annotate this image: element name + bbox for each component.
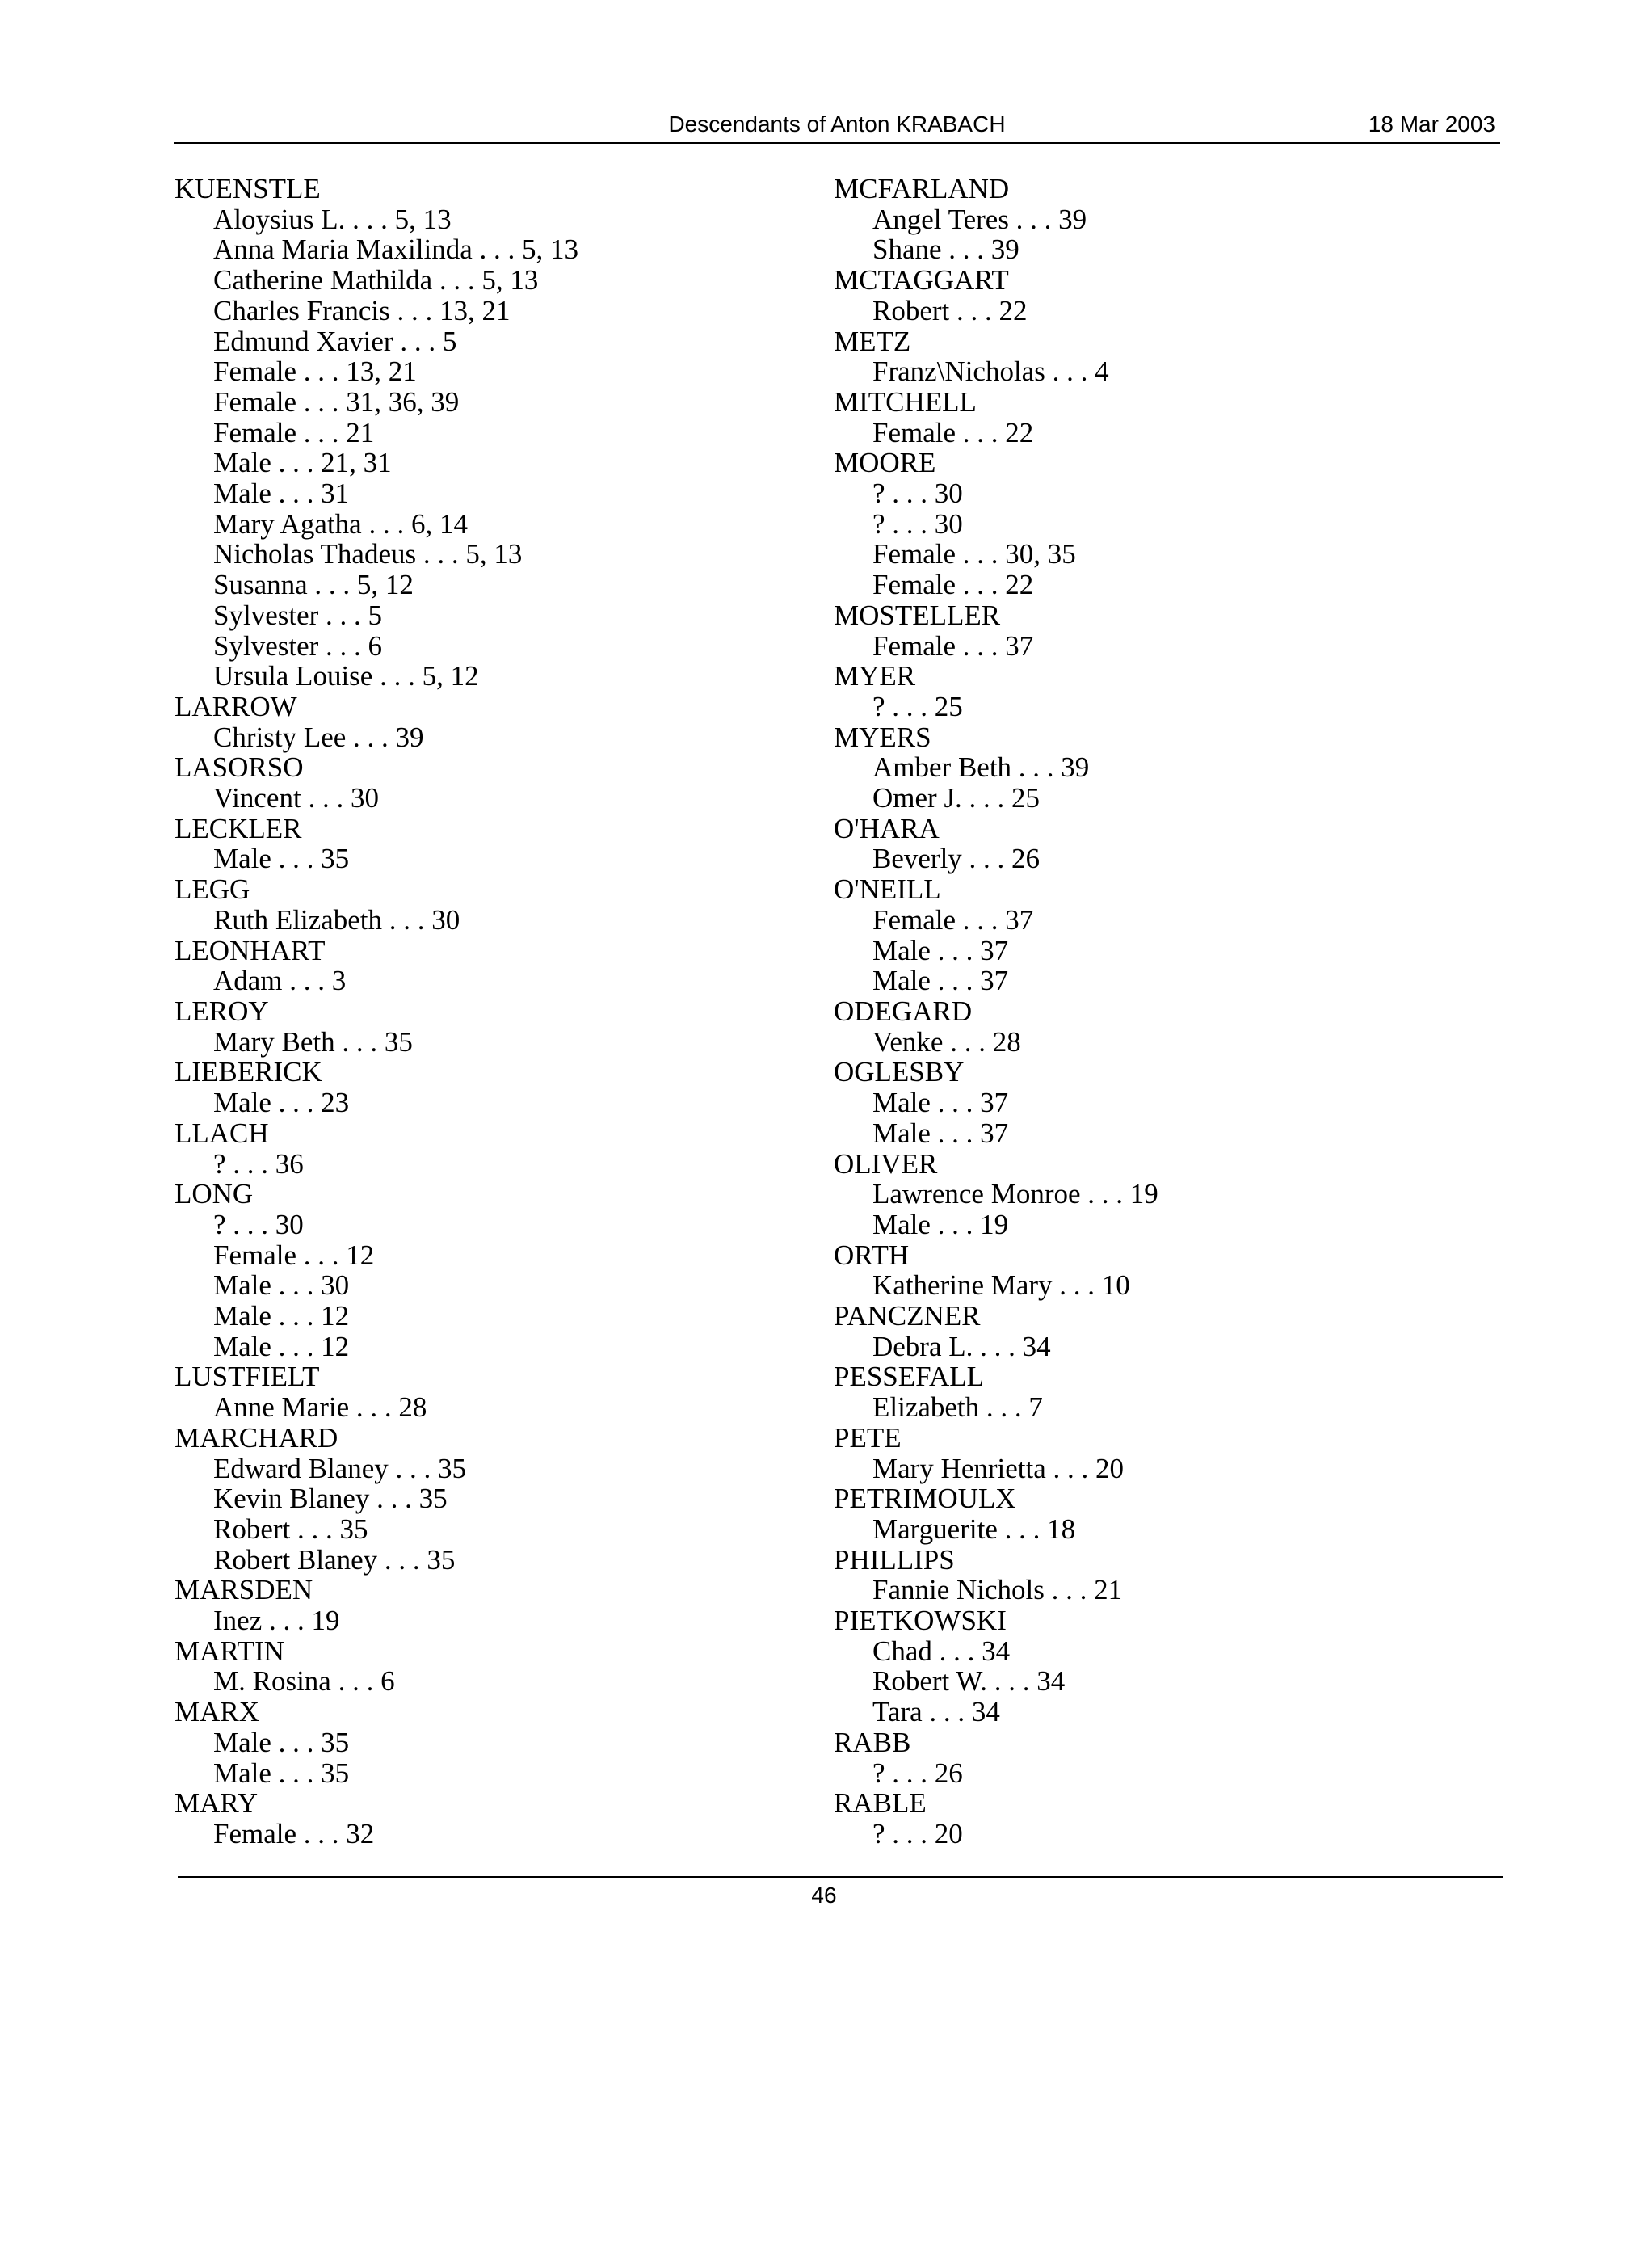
index-entry: Mary Agatha . . . 6, 14 [213,507,468,540]
index-entry: Male . . . 35 [213,1726,350,1758]
index-surname: METZ [834,325,911,357]
index-surname: MYER [834,660,916,692]
index-entry: Male . . . 37 [872,1087,1009,1119]
index-entry: ? . . . 30 [213,1208,304,1240]
index-entry: Female . . . 30, 35 [872,538,1076,570]
index-surname: PETE [834,1421,902,1454]
index-entry: Marguerite . . . 18 [872,1513,1076,1545]
index-entry: Male . . . 19 [872,1208,1009,1240]
index-entry: Tara . . . 34 [872,1696,1000,1728]
index-entry: ? . . . 36 [213,1147,304,1180]
index-surname: LECKLER [174,812,302,844]
index-entry: Kevin Blaney . . . 35 [213,1483,448,1515]
index-entry: Catherine Mathilda . . . 5, 13 [213,264,539,297]
index-surname: PETRIMOULX [834,1483,1016,1515]
index-entry: Ursula Louise . . . 5, 12 [213,660,479,692]
index-entry: Ruth Elizabeth . . . 30 [213,903,460,936]
index-entry: Mary Henrietta . . . 20 [872,1452,1125,1484]
index-surname: ORTH [834,1239,910,1271]
index-entry: Male . . . 21, 31 [213,447,392,479]
index-entry: Anna Maria Maxilinda . . . 5, 13 [213,234,578,266]
index-entry: Female . . . 12 [213,1239,375,1271]
index-surname: KUENSTLE [174,173,321,204]
index-entry: Female . . . 32 [213,1817,375,1849]
index-entry: ? . . . 25 [872,690,963,722]
index-entry: Robert . . . 35 [213,1513,368,1545]
index-surname: LARROW [174,690,297,722]
index-surname: O'NEILL [834,873,941,906]
index-entry: Robert W. . . . 34 [872,1665,1066,1698]
index-entry: Lawrence Monroe . . . 19 [872,1178,1158,1210]
index-entry: Male . . . 37 [872,1117,1009,1149]
index-entry: ? . . . 26 [872,1757,963,1789]
index-entry: Female . . . 22 [872,416,1034,448]
document-date: 18 Mar 2003 [1368,112,1495,137]
index-surname: LUSTFIELT [174,1361,320,1393]
index-entry: Katherine Mary . . . 10 [872,1269,1130,1302]
index-column-left [174,174,788,1849]
index-entry: Susanna . . . 5, 12 [213,569,414,601]
index-surname: MCTAGGART [834,264,1009,297]
index-surname: MCFARLAND [834,173,1010,204]
index-entry: Male . . . 35 [213,843,350,875]
index-surname: MARSDEN [174,1574,313,1606]
index-entry: Anne Marie . . . 28 [213,1391,427,1424]
index-entry: Male . . . 12 [213,1330,350,1362]
index-surname: PHILLIPS [834,1543,955,1576]
index-entry: Female . . . 31, 36, 39 [213,385,460,418]
index-entry: Beverly . . . 26 [872,843,1041,875]
index-entry: Sylvester . . . 6 [213,629,383,662]
index-entry: M. Rosina . . . 6 [213,1665,395,1698]
index-entry: Vincent . . . 30 [213,782,379,814]
index-surname: MYERS [834,721,931,753]
footer-rule [178,1876,1503,1878]
index-entry: Aloysius L. . . . 5, 13 [213,203,452,235]
index-entry: Fannie Nichols . . . 21 [872,1574,1123,1606]
index-entry: Female . . . 21 [213,416,375,448]
index-surname: PIETKOWSKI [834,1605,1007,1637]
index-entry: Robert . . . 22 [872,294,1028,326]
index-surname: LIEBERICK [174,1056,322,1088]
index-surname: MOORE [834,447,936,479]
index-surname: LLACH [174,1117,269,1149]
index-entry: Nicholas Thadeus . . . 5, 13 [213,538,523,570]
index-surname: ODEGARD [834,995,973,1027]
page-header [174,108,1500,144]
document-title: Descendants of Anton KRABACH [668,112,1006,137]
index-entry: Adam . . . 3 [213,965,347,997]
index-entry: Edmund Xavier . . . 5 [213,325,457,357]
index-entry: Omer J. . . . 25 [872,782,1041,814]
index-surname: LEONHART [174,934,326,966]
index-surname: MARCHARD [174,1421,338,1454]
index-column-right [834,174,1480,1849]
index-entry: Franz\Nicholas . . . 4 [872,356,1109,388]
index-entry: Debra L. . . . 34 [872,1330,1051,1362]
index-entry: Venke . . . 28 [872,1025,1021,1058]
index-entry: Male . . . 12 [213,1300,350,1332]
index-entry: Amber Beth . . . 39 [872,751,1090,784]
index-surname: LEGG [174,873,250,906]
index-entry: Inez . . . 19 [213,1605,340,1637]
index-entry: Female . . . 37 [872,629,1034,662]
index-entry: Male . . . 23 [213,1087,350,1119]
index-entry: Shane . . . 39 [872,234,1019,266]
index-surname: OGLESBY [834,1056,965,1088]
index-surname: PESSEFALL [834,1361,985,1393]
index-entry: ? . . . 20 [872,1817,963,1849]
index-entry: Mary Beth . . . 35 [213,1025,413,1058]
index-entry: Male . . . 35 [213,1757,350,1789]
index-entry: Male . . . 31 [213,478,350,510]
index-surname: OLIVER [834,1147,938,1180]
index-entry: Christy Lee . . . 39 [213,721,424,753]
index-entry: Female . . . 13, 21 [213,356,417,388]
index-entry: Male . . . 30 [213,1269,350,1302]
index-entry: Angel Teres . . . 39 [872,203,1087,235]
index-surname: MARTIN [174,1635,284,1667]
index-entry: Edward Blaney . . . 35 [213,1452,466,1484]
index-surname: PANCZNER [834,1300,981,1332]
index-entry: ? . . . 30 [872,507,963,540]
page-number: 46 [811,1883,837,1908]
index-entry: Charles Francis . . . 13, 21 [213,294,511,326]
index-surname: LEROY [174,995,269,1027]
index-surname: MARY [174,1787,259,1820]
index-surname: LONG [174,1178,254,1210]
index-entry: ? . . . 30 [872,478,963,510]
index-surname: MITCHELL [834,385,977,418]
index-entry: Chad . . . 34 [872,1635,1011,1667]
index-surname: O'HARA [834,812,940,844]
index-entry: Sylvester . . . 5 [213,599,383,631]
index-entry: Robert Blaney . . . 35 [213,1543,456,1576]
index-entry: Male . . . 37 [872,965,1009,997]
index-entry: Elizabeth . . . 7 [872,1391,1043,1424]
index-entry: Male . . . 37 [872,934,1009,966]
index-surname: LASORSO [174,751,304,784]
index-entry: Female . . . 37 [872,903,1034,936]
index-surname: RABLE [834,1787,927,1820]
index-entry: Female . . . 22 [872,569,1034,601]
index-surname: MARX [174,1696,260,1728]
index-surname: MOSTELLER [834,599,1001,631]
index-surname: RABB [834,1726,911,1758]
